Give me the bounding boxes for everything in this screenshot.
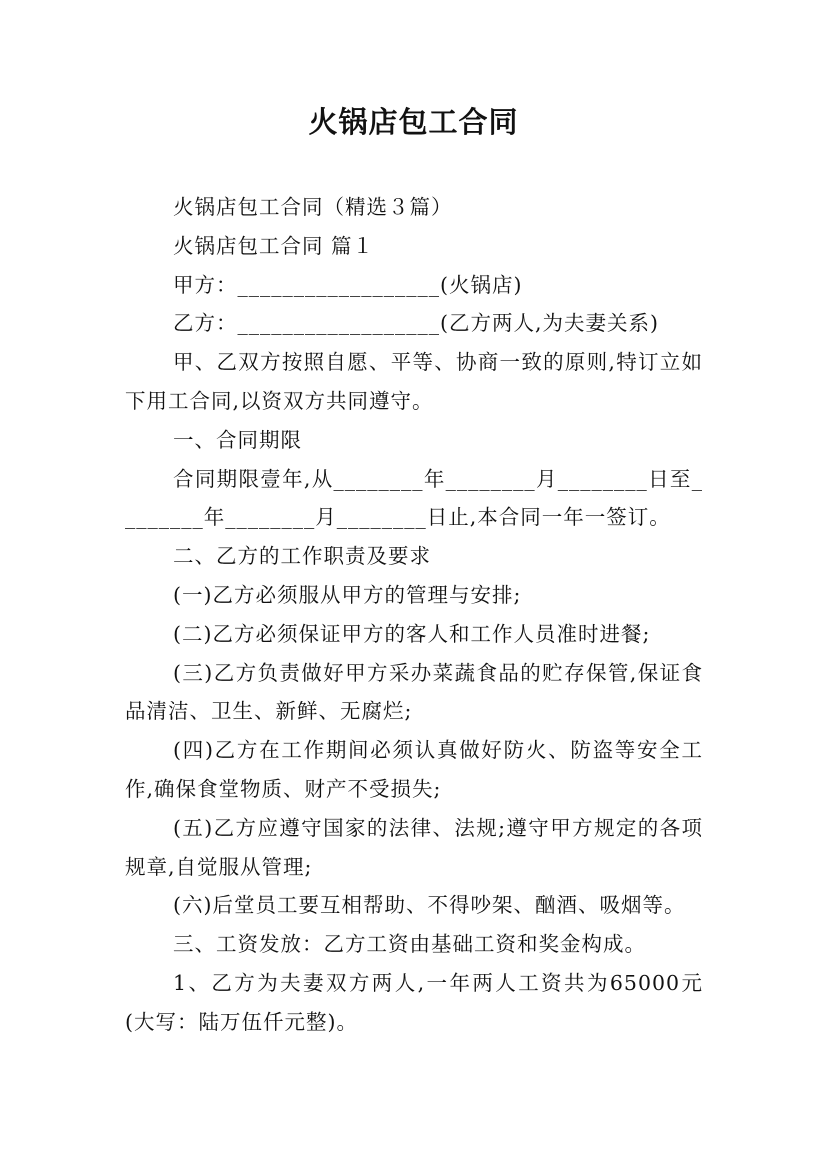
paragraph-party-b: 乙方：__________________(乙方两人,为夫妻关系) bbox=[173, 311, 660, 336]
paragraph-duty-5: (五)乙方应遵守国家的法律、法规;遵守甲方规定的各项规章,自觉服从管理; bbox=[125, 815, 703, 879]
paragraph-duty-2: (二)乙方必须保证甲方的客人和工作人员准时进餐; bbox=[173, 621, 651, 646]
paragraph-collection-title: 火锅店包工合同（精选３篇） bbox=[173, 195, 453, 219]
paragraph-duty-4: (四)乙方在工作期间必须认真做好防火、防盗等安全工作,确保食堂物质、财产不受损失; bbox=[125, 738, 703, 801]
document-body bbox=[125, 188, 703, 1042]
paragraph-party-a: 甲方：__________________(火锅店) bbox=[173, 272, 523, 297]
paragraph-section-heading: 火锅店包工合同 篇１ bbox=[173, 233, 375, 258]
paragraph-duty-3: (三)乙方负责做好甲方采办菜蔬食品的贮存保管,保证食品清洁、卫生、新鲜、无腐烂; bbox=[125, 660, 703, 724]
paragraph-duty-1: (一)乙方必须服从甲方的管理与安排; bbox=[173, 582, 522, 607]
document-title: 火锅店包工合同 bbox=[308, 105, 519, 139]
paragraph-heading-wages: 三、工资发放：乙方工资由基础工资和奖金构成。 bbox=[173, 932, 646, 957]
paragraph-heading-term: 一、合同期限 bbox=[173, 427, 302, 452]
paragraph-wage-1: 1、乙方为夫妻双方两人,一年两人工资共为65000元(大写：陆万伍仟元整)。 bbox=[125, 970, 703, 1034]
paragraph-preamble: 甲、乙双方按照自愿、平等、协商一致的原则,特订立如下用工合同,以资双方共同遵守。 bbox=[125, 350, 703, 413]
paragraph-term: 合同期限壹年,从________年________月________日至________年________月________日止,本合同一年一签订。 bbox=[125, 466, 703, 530]
paragraph-duty-6: (六)后堂员工要互相帮助、不得吵架、酗酒、吸烟等。 bbox=[173, 893, 686, 918]
paragraph-heading-duties: 二、乙方的工作职责及要求 bbox=[173, 544, 431, 569]
